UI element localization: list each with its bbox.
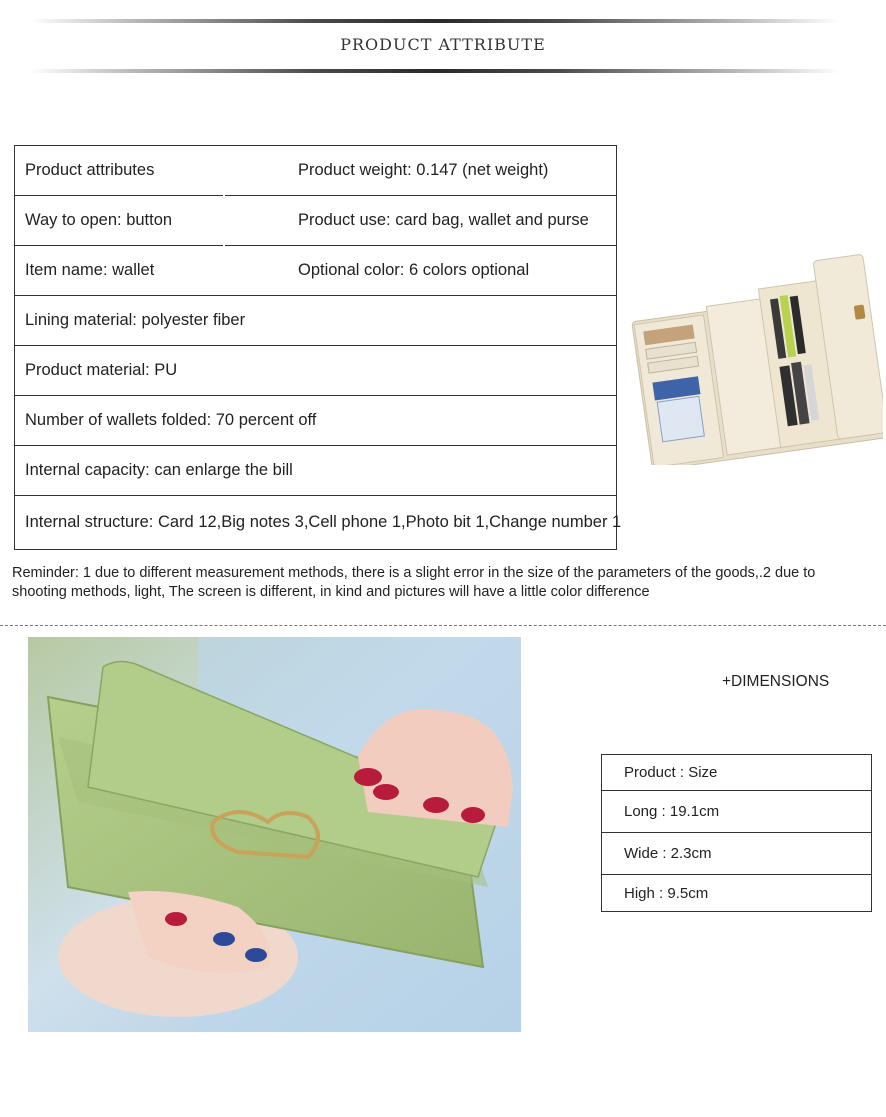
dimensions-table — [601, 754, 872, 912]
table-row — [15, 196, 616, 246]
table-row — [15, 496, 622, 549]
table-cell: Way to open: button — [25, 211, 173, 229]
table-row — [15, 296, 616, 346]
attributes-table — [14, 145, 622, 550]
table-row — [15, 446, 616, 496]
table-cell: Lining material: polyester fiber — [25, 311, 246, 329]
table-cell: Internal structure: Card 12,Big notes 3,Cell phone 1,Photo bit 1,Change number 1 — [25, 513, 622, 531]
table-row — [15, 396, 616, 446]
table-cell: Product material: PU — [25, 361, 178, 379]
table-row — [15, 146, 616, 196]
table-row: Wide : 2.3cm — [602, 833, 871, 875]
table-row — [15, 246, 616, 296]
header-top-rule — [30, 19, 840, 23]
table-cell: Internal capacity: can enlarge the bill — [25, 461, 293, 479]
table-cell: Optional color: 6 colors optional — [298, 261, 530, 279]
product-photo — [28, 637, 521, 1032]
reminder-text: Reminder: 1 due to different measurement methods, there is a slight error in the size of the parameters of the goods,.2 due to shooting methods, light, The screen is different, in kind and pictures will have a little color difference — [12, 565, 816, 600]
table-row: Long : 19.1cm — [602, 791, 871, 833]
table-cell: Number of wallets folded: 70 percent off — [25, 411, 317, 429]
open-wallet-image — [628, 250, 883, 465]
table-cell: Product weight: 0.147 (net weight) — [298, 161, 549, 179]
table-row — [15, 346, 616, 396]
table-cell: Item name: wallet — [25, 261, 155, 279]
dashed-divider — [0, 625, 886, 626]
table-row: Product : Size — [602, 755, 871, 791]
table-cell: Product use: card bag, wallet and purse — [298, 211, 589, 229]
header-bottom-rule — [30, 69, 840, 73]
section-title: PRODUCT ATTRIBUTE — [340, 35, 546, 54]
dimensions-title: +DIMENSIONS — [722, 673, 830, 690]
table-row: High : 9.5cm — [624, 884, 709, 902]
table-cell: Product attributes — [25, 161, 155, 179]
